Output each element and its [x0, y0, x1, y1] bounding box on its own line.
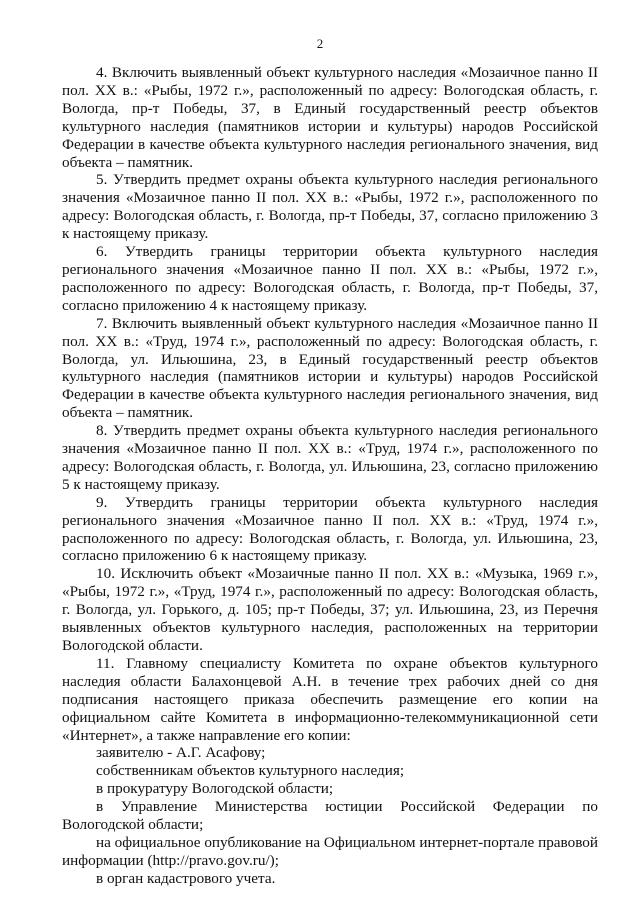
recipient-owners: собственникам объектов культурного наследия;: [96, 762, 405, 780]
paragraph-item-4: 4. Включить выявленный объект культурного наследия «Мозаичное панно II пол. XX в.: «Рыбы, 1972 г.», расположенный по адресу: Вологодская область, г. Вологда, пр-т Победы, 37, в Единый государственный реестр объектов культурного наследия (памятников истории и культуры) народов Российской Федерации в качестве объекта культурного наследия регионального значения, вид объекта – памятник.: [62, 64, 598, 171]
recipient-legal-portal: на официальное опубликование на Официальном интернет-портале правовой информации (http://pravo.gov.ru/);: [62, 833, 598, 869]
paragraph-item-9: 9. Утвердить границы территории объекта культурного наследия регионального значения «Мозаичное панно II пол. XX в.: «Труд, 1974 г.», расположенного по адресу: Вологодская область, г. Вологда, ул. Ильюшина, 23, согласно приложению 6 к настоящему приказу.: [62, 493, 598, 565]
paragraph-item-8: 8. Утвердить предмет охраны объекта культурного наследия регионального значения «Мозаичное панно II пол. XX в.: «Труд, 1974 г.», расположенного по адресу: Вологодская область, г. Вологда, ул. Ильюшина, 23, согласно приложению 5 к настоящему приказу.: [62, 422, 598, 493]
recipient-justice-ministry: в Управление Министерства юстиции Российской Федерации по Вологодской области;: [62, 798, 598, 834]
recipient-prosecutor: в прокуратуру Вологодской области;: [96, 780, 334, 798]
paragraph-item-5: 5. Утвердить предмет охраны объекта культурного наследия регионального значения «Мозаичное панно II пол. XX в.: «Рыбы, 1972 г.», расположенного по адресу: Вологодская область, г. Вологда, пр-т Победы, 37, согласно приложению 3 к настоящему приказу.: [62, 171, 598, 243]
recipient-applicant: заявителю - А.Г. Асафову;: [96, 744, 266, 762]
paragraph-item-11: 11. Главному специалисту Комитета по охране объектов культурного наследия области Балахонцевой А.Н. в течение трех рабочих дней со дня подписания настоящего приказа обеспечить размещение его копии на официальном сайте Комитета в информационно-телекоммуникационной сети «Интернет», а также направление его копии:: [62, 654, 598, 744]
paragraph-item-6: 6. Утвердить границы территории объекта культурного наследия регионального значения «Мозаичное панно II пол. XX в.: «Рыбы, 1972 г.», расположенного по адресу: Вологодская область, г. Вологда, пр-т Победы, 37, согласно приложению 4 к настоящему приказу.: [62, 243, 598, 314]
recipient-list: [62, 744, 598, 887]
paragraph-item-10: 10. Исключить объект «Мозаичные панно II пол. XX в.: «Музыка, 1969 г.», «Рыбы, 1972 г.», «Труд, 1974 г.», расположенный по адресу: Вологодская область, г. Вологда, ул. Горького, д. 105; пр-т Победы, 37; ул. Ильюшина, 23, из Перечня выявленных объектов культурного наследия, расположенных на территории Вологодской области.: [62, 565, 598, 654]
paragraph-item-7: 7. Включить выявленный объект культурного наследия «Мозаичное панно II пол. XX в.: «Труд, 1974 г.», расположенный по адресу: Вологодская область, г. Вологда, ул. Ильюшина, 23, в Единый государственный реестр объектов культурного наследия (памятников истории и культуры) народов Российской Федерации в качестве объекта культурного наследия регионального значения, вид объекта – памятник.: [62, 314, 598, 422]
page-number: 2: [316, 36, 324, 51]
document-body: [62, 64, 598, 888]
recipient-cadastral-body: в орган кадастрового учета.: [96, 869, 276, 887]
